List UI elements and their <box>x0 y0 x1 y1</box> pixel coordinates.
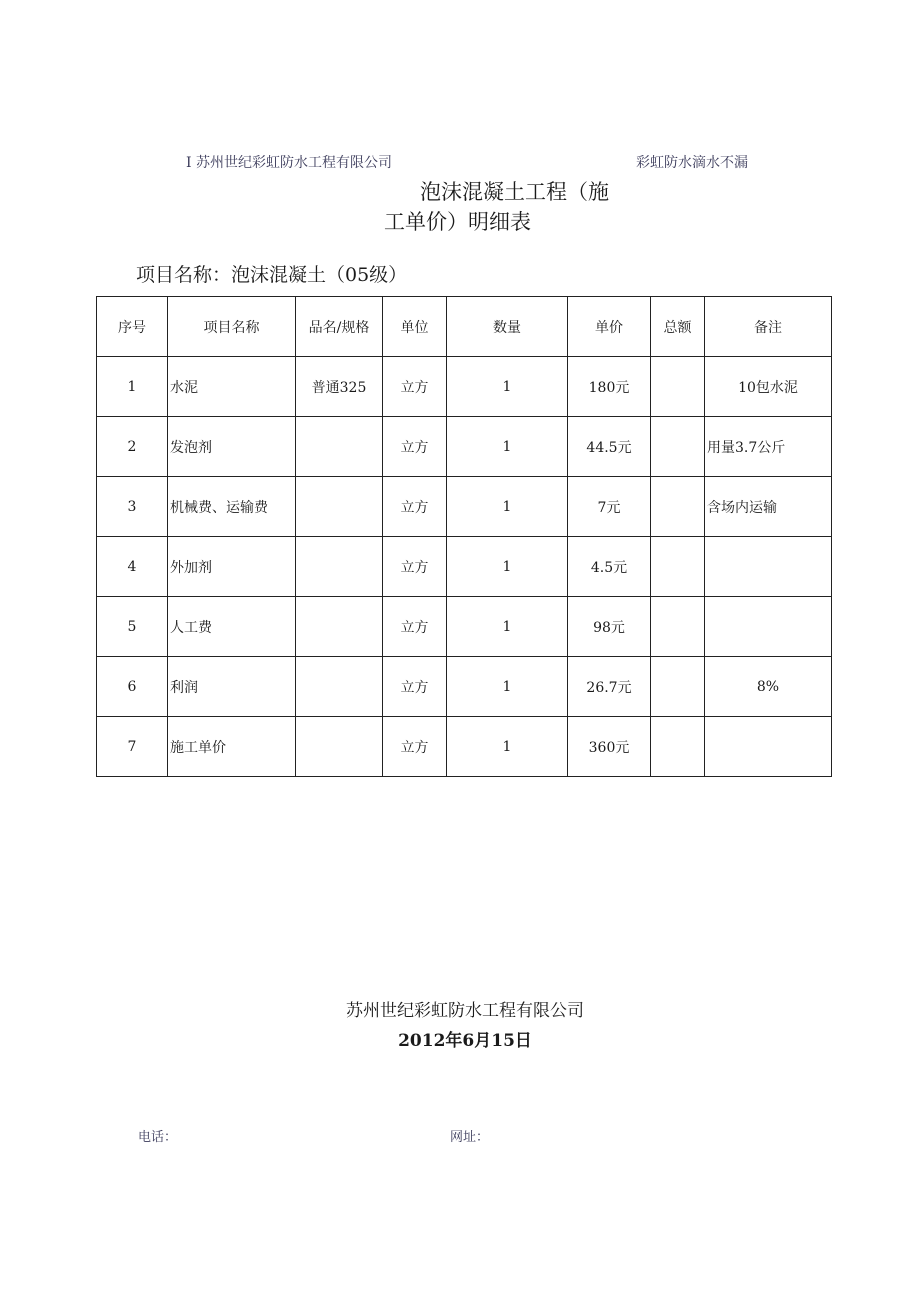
header-cell-spec: 品名/规格 <box>296 297 383 357</box>
document-title-line-2: 工单价）明细表 <box>384 210 531 234</box>
cell-total <box>651 477 705 537</box>
cell-no: 3 <box>97 477 168 537</box>
cell-qty: 1 <box>447 537 568 597</box>
cell-unit: 立方 <box>383 357 447 417</box>
cell-spec <box>296 477 383 537</box>
cell-no: 2 <box>97 417 168 477</box>
cell-total <box>651 417 705 477</box>
footer-company: 苏州世纪彩虹防水工程有限公司 <box>346 1001 584 1021</box>
table-row <box>97 357 832 417</box>
header-company: I 苏州世纪彩虹防水工程有限公司 <box>186 155 392 171</box>
cell-name: 外加剂 <box>168 537 296 597</box>
cell-total <box>651 357 705 417</box>
cell-qty: 1 <box>447 597 568 657</box>
cell-qty: 1 <box>447 477 568 537</box>
cell-name: 利润 <box>168 657 296 717</box>
cell-note <box>705 597 832 657</box>
cell-no: 6 <box>97 657 168 717</box>
detail-table <box>96 296 832 777</box>
cell-unit: 立方 <box>383 537 447 597</box>
cell-qty: 1 <box>447 417 568 477</box>
table-row <box>97 477 832 537</box>
cell-total <box>651 717 705 777</box>
cell-price: 360元 <box>568 717 651 777</box>
cell-price: 7元 <box>568 477 651 537</box>
header-cell-total: 总额 <box>651 297 705 357</box>
cell-qty: 1 <box>447 717 568 777</box>
cell-spec <box>296 657 383 717</box>
table-row <box>97 537 832 597</box>
cell-price: 26.7元 <box>568 657 651 717</box>
header-cell-name: 项目名称 <box>168 297 296 357</box>
footer-date: 2012年6月15日 <box>398 1031 532 1051</box>
cell-qty: 1 <box>447 357 568 417</box>
table-header-row <box>97 297 832 357</box>
cell-no: 1 <box>97 357 168 417</box>
cell-name: 机械费、运输费 <box>168 477 296 537</box>
cell-no: 4 <box>97 537 168 597</box>
cell-total <box>651 537 705 597</box>
project-name: 项目名称：泡沫混凝土（05级） <box>136 264 408 286</box>
cell-price: 180元 <box>568 357 651 417</box>
table-row <box>97 657 832 717</box>
cell-total <box>651 597 705 657</box>
cell-unit: 立方 <box>383 417 447 477</box>
header-slogan: 彩虹防水滴水不漏 <box>636 155 748 171</box>
cell-unit: 立方 <box>383 717 447 777</box>
cell-note: 10包水泥 <box>705 357 832 417</box>
header-cell-note: 备注 <box>705 297 832 357</box>
cell-price: 4.5元 <box>568 537 651 597</box>
cell-name: 水泥 <box>168 357 296 417</box>
table-row <box>97 597 832 657</box>
cell-unit: 立方 <box>383 597 447 657</box>
cell-qty: 1 <box>447 657 568 717</box>
cell-name: 人工费 <box>168 597 296 657</box>
cell-total <box>651 657 705 717</box>
cell-note: 8% <box>705 657 832 717</box>
cell-spec <box>296 717 383 777</box>
cell-spec: 普通325 <box>296 357 383 417</box>
cell-name: 施工单价 <box>168 717 296 777</box>
cell-price: 44.5元 <box>568 417 651 477</box>
header-cell-no: 序号 <box>97 297 168 357</box>
header-cell-unit: 单位 <box>383 297 447 357</box>
cell-no: 5 <box>97 597 168 657</box>
cell-unit: 立方 <box>383 657 447 717</box>
cell-spec <box>296 417 383 477</box>
cell-note <box>705 717 832 777</box>
cell-name: 发泡剂 <box>168 417 296 477</box>
document-title-line-1: 泡沫混凝土工程（施 <box>420 180 609 204</box>
header-cell-qty: 数量 <box>447 297 568 357</box>
cell-price: 98元 <box>568 597 651 657</box>
cell-spec <box>296 537 383 597</box>
table-row <box>97 717 832 777</box>
cell-note: 用量3.7公斤 <box>705 417 832 477</box>
website-label: 网址： <box>450 1130 490 1145</box>
header-cell-price: 单价 <box>568 297 651 357</box>
cell-note <box>705 537 832 597</box>
phone-label: 电话： <box>138 1130 178 1145</box>
cell-note: 含场内运输 <box>705 477 832 537</box>
cell-unit: 立方 <box>383 477 447 537</box>
cell-spec <box>296 597 383 657</box>
cell-no: 7 <box>97 717 168 777</box>
table-row <box>97 417 832 477</box>
